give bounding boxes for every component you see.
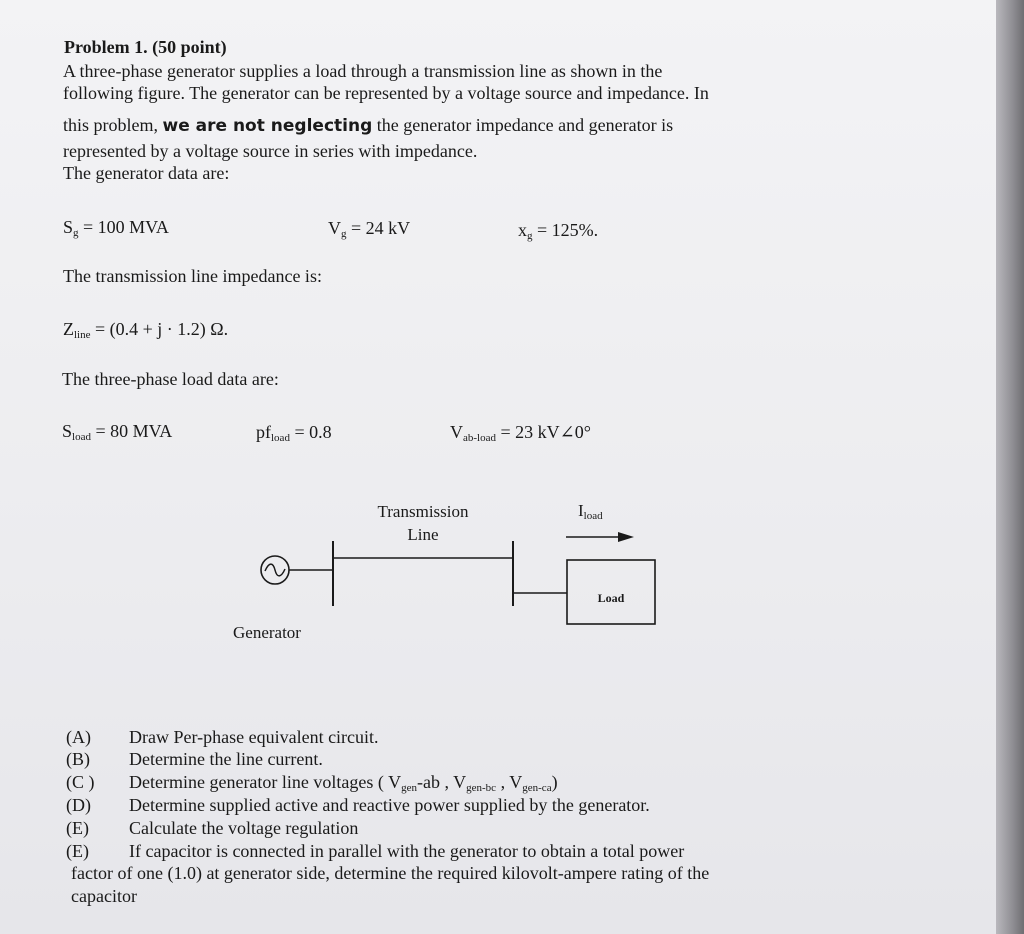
generator-icon [261, 556, 289, 584]
current-arrow-icon [566, 532, 634, 542]
question-f-label: (E) [66, 841, 89, 861]
generator-data-heading: The generator data are: [63, 163, 230, 183]
question-e-label: (E) [66, 818, 89, 838]
transmission-label-1: Transmission [377, 502, 469, 521]
load-s-value: $S_{load} = 80$ MVA [62, 421, 173, 443]
load-data-heading: The three-phase load data are: [62, 369, 279, 389]
page-edge-shadow [996, 0, 1024, 934]
question-c-text: Determine generator line voltages ( $V_{gen}-ab$ , $V_{gen-bc}$ , $V_{gen-ca}$) [129, 772, 558, 794]
generator-s-value: $S_g = 100$ MVA [63, 217, 169, 239]
generator-x-value: $x_g = 125\%$. [518, 220, 599, 242]
line-impedance-value: $Z_{line} = (0.4 + j \cdot 1.2)$ Ω. [63, 319, 229, 341]
question-c-label: (C ) [66, 772, 95, 792]
question-e-text: Calculate the voltage regulation [129, 818, 359, 838]
current-label: Iload [578, 501, 603, 522]
problem-title: Problem 1. (50 point) [64, 37, 227, 57]
question-b-text: Determine the line current. [129, 749, 323, 769]
load-v-value: $V_{ab-load} = 23$ kV∠0° [450, 422, 591, 444]
transmission-label-2: Line [407, 525, 439, 544]
load-pf-value: $pf_{load} = 0.8$ [256, 422, 332, 444]
question-a-label: (A) [66, 727, 91, 747]
line-impedance-heading: The transmission line impedance is: [63, 266, 322, 286]
generator-v-value: $V_g = 24$ kV [328, 218, 411, 240]
load-label: Load [597, 591, 625, 605]
question-d-label: (D) [66, 795, 91, 815]
emphasis-text: we are not neglecting [162, 116, 373, 136]
question-f-continuation-1: factor of one (1.0) at generator side, determine the required kilovolt-ampere rating of the [71, 863, 710, 883]
question-a-text: Draw Per-phase equivalent circuit. [129, 727, 379, 747]
intro-line-2: following figure. The generator can be represented by a voltage source and impedance. In [63, 83, 709, 103]
generator-label: Generator [233, 623, 301, 642]
intro-line-4: represented by a voltage source in series with impedance. [63, 141, 478, 161]
intro-line-1: A three-phase generator supplies a load through a transmission line as shown in the [63, 61, 663, 81]
intro-line-3: this problem, we are not neglecting the generator impedance and generator is [63, 115, 674, 136]
question-f-continuation-2: capacitor [71, 886, 137, 906]
question-d-text: Determine supplied active and reactive power supplied by the generator. [129, 795, 650, 815]
question-f-text: If capacitor is connected in parallel with the generator to obtain a total power [129, 841, 685, 861]
question-b-label: (B) [66, 749, 90, 769]
